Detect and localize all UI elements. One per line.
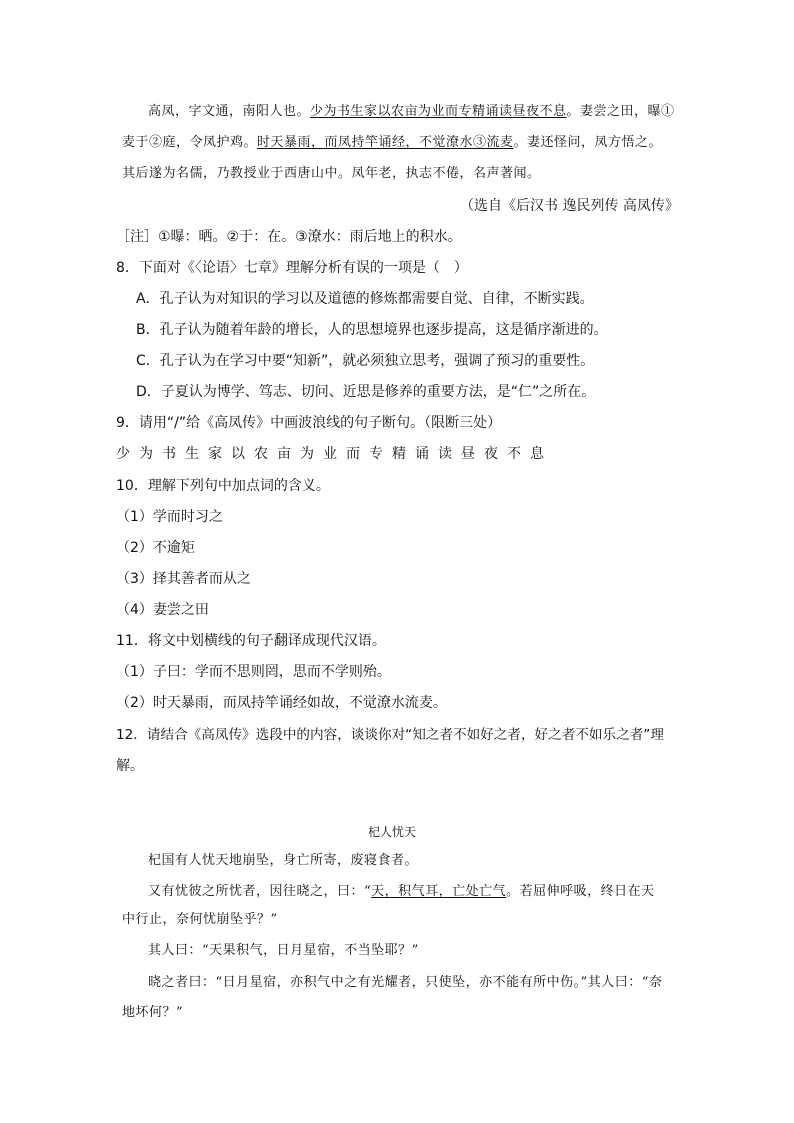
question-8-option-a: A．孔子认为对知识的学习以及道德的修炼都需要自觉、自律，不断实践。 [136, 291, 594, 307]
passage1-line2-b: 。妻还怪问，凤方悟之。 [513, 135, 663, 150]
underlined-phrase: 天，积气耳，亡处亡气 [371, 884, 507, 899]
question-9: 9．请用“/”给《高凤传》中画波浪线的句子断句。（限断三处） [116, 415, 502, 431]
passage2-p2-a: 又有忧彼之所忧者，因往晓之，曰：“ [148, 884, 372, 899]
question-12-line1: 12．请结合《高凤传》选段中的内容，谈谈你对“知之者不如好之者，好之者不如乐之者”理 [116, 727, 664, 743]
passage2-p2-b: 。若屈伸呼吸，终日在天 [506, 884, 655, 899]
question-10: 10．理解下列句中加点词的含义。 [116, 478, 330, 494]
passage2-paragraph-2-cont: 中行止，奈何忧崩坠乎？” [122, 912, 278, 927]
question-9-sentence: 少为书生家以农亩为业而专精诵读昼夜不息 [116, 446, 553, 462]
passage2-paragraph-2 [148, 884, 655, 900]
passage1-line2 [122, 135, 662, 151]
passage2-paragraph-4: 晓之者曰：“日月星宿，亦积气中之有光耀者，只使坠，亦不能有所中伤。”其人曰：“奈 [148, 975, 663, 990]
underlined-sentence: 时天暴雨，而凤持竿诵经，不觉潦水③流麦 [257, 135, 514, 150]
passage1-note: ［注］①曝：晒。②于：在。③潦水：雨后地上的积水。 [116, 229, 462, 245]
wavy-underlined-sentence: 少为书生家以农亩为业而专精诵读昼夜不息 [310, 104, 567, 119]
question-10-item-3: （3）择其善者而从之 [116, 571, 251, 587]
passage2-title: 杞人忧天 [368, 825, 417, 839]
passage2-paragraph-4-cont: 地坏何？” [122, 1005, 184, 1020]
question-10-item-1: （1）学而时习之 [116, 509, 223, 525]
passage2-paragraph-3: 其人曰：“天果积气，日月星宿，不当坠耶？” [148, 943, 419, 958]
passage1-line2-a: 麦于②庭，令凤护鸡。 [122, 135, 258, 150]
passage2-paragraph-1: 杞国有人忧天地崩坠，身亡所寄，废寝食者。 [148, 853, 419, 868]
passage1-line1-a: 高凤，字文通，南阳人也。 [148, 104, 311, 119]
question-12-line2: 解。 [116, 758, 144, 774]
passage1-line3: 其后遂为名儒，乃教授业于西唐山中。凤年老，执志不倦，名声著闻。 [122, 166, 541, 181]
question-11-item-2: （2）时天暴雨，而凤持竿诵经如故，不觉潦水流麦。 [116, 695, 447, 711]
passage1-line1-b: 。妻尝之田，曝① [566, 104, 675, 119]
question-11: 11．将文中划横线的句子翻译成现代汉语。 [116, 633, 386, 649]
question-8: 8．下面对《〈论语〉七章》理解分析有误的一项是（ ） [116, 260, 468, 276]
question-8-option-b: B．孔子认为随着年龄的增长，人的思想境界也逐步提高，这是循序渐进的。 [136, 322, 608, 338]
question-10-item-4: （4）妻尝之田 [116, 602, 209, 618]
question-10-item-2: （2）不逾矩 [116, 540, 195, 556]
question-8-option-c: C．孔子认为在学习中要“知新”，就必须独立思考，强调了预习的重要性。 [136, 353, 595, 369]
passage1-line1 [148, 104, 675, 120]
passage1-source: （选自《后汉书 逸民列传 高凤传》 [460, 198, 679, 214]
question-11-item-1: （1）子曰：学而不思则罔，思而不学则殆。 [116, 664, 391, 680]
question-8-option-d: D．子夏认为博学、笃志、切问、近思是修养的重要方法，是“仁”之所在。 [136, 384, 596, 400]
